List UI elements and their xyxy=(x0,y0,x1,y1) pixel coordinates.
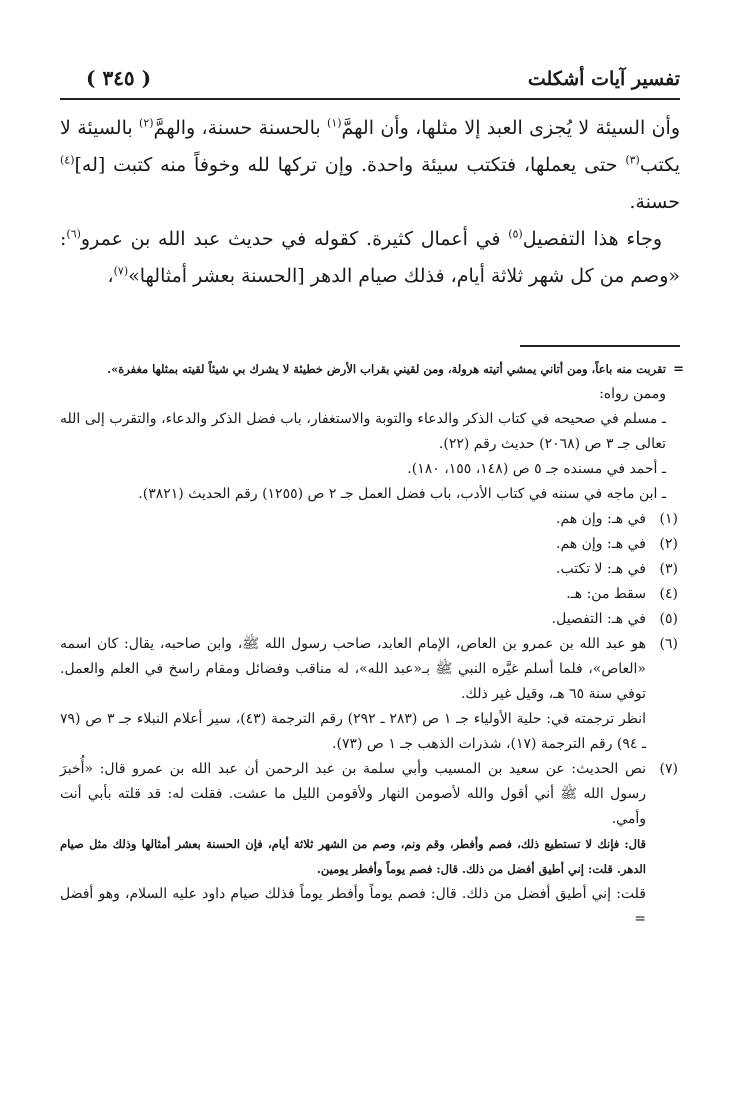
paragraph-1 xyxy=(60,110,680,221)
text-run: وأن السيئة لا يُجزى العبد إلا مثلها، وأن الهمَّ xyxy=(341,117,681,139)
source-line: وممن رواه: xyxy=(599,386,666,402)
page xyxy=(60,62,684,1062)
footnote-ref-6: (٦) xyxy=(66,227,81,241)
footnote-line: قلت: إني أطيق أفضل من ذلك. قال: فصم يوماً وأفطر يوماً فذلك صيام داود عليه السلام، وهو أفضل = xyxy=(60,886,646,927)
footnote-line: هو عبد الله بن عمرو بن العاص، الإمام العابد، صاحب رسول الله ﷺ، وابن صاحبه، يقال: كان اسمه «العاص»، فلما أسلم غيَّره النبي ﷺ بـ«عبد الله»، له مناقب وفضائل ومقام راسخ في العلم والعمل. توفي سنة ٦٥ هـ، وقيل غير ذلك. xyxy=(60,636,646,702)
text-run: حتى يعملها، فتكتب سيئة واحدة. وإن تركها لله وخوفاً منه كتبت [له] xyxy=(74,154,626,176)
footnote-number: (٢) xyxy=(659,536,678,552)
footnote-number: (٣) xyxy=(659,561,678,577)
footnote-ref-5: (٥) xyxy=(508,227,523,241)
page-header xyxy=(60,62,680,100)
footnote-number: (٥) xyxy=(659,611,678,627)
footnote-text xyxy=(60,757,646,932)
continuation-text: تقربت منه باعاً، ومن أتاني يمشي أتيته هرولة، ومن لقيني بقراب الأرض خطيئة لا يشرك بي شيئاً لقيته بمثلها مغفرة». xyxy=(107,362,666,376)
footnote-number: (٧) xyxy=(659,761,678,777)
footnote-number: (٦) xyxy=(659,636,678,652)
text-run: بالسيئة لا يكتب xyxy=(60,117,680,176)
footnote-separator xyxy=(520,345,680,347)
footnote-3 xyxy=(60,557,680,582)
footnote-text: سقط من: هـ. xyxy=(566,586,646,602)
source-line: ـ أحمد في مسنده جـ ٥ ص (١٤٨، ١٥٥، ١٨٠). xyxy=(407,461,666,477)
footnote-line: قال: فإنك لا تستطيع ذلك، فصم وأفطر، وقم ونم، وصم من الشهر ثلاثة أيام، فإن الحسنة بعشر أمثالها وذلك مثل صيام الدهر. قلت: إني أطيق أفضل من ذلك. قال: فصم يوماً وأفطر يومين. xyxy=(60,837,646,876)
footnote-number: (٤) xyxy=(659,586,678,602)
source-line: ـ ابن ماجه في سننه في كتاب الأدب، باب فضل العمل جـ ٢ ص (١٢٥٥) رقم الحديث (٣٨٢١). xyxy=(138,486,666,502)
source-line: ـ مسلم في صحيحه في كتاب الذكر والدعاء والتوبة والاستغفار، باب فضل الذكر والدعاء، والتقرب إلى الله تعالى جـ ٣ ص (٢٠٦٨) حديث رقم (٢٢). xyxy=(60,411,666,452)
footnote-7 xyxy=(60,757,680,932)
footnote-text: في هـ: لا تكتب. xyxy=(556,561,646,577)
footnote-number: (١) xyxy=(659,511,678,527)
text-run: وجاء هذا التفصيل xyxy=(522,228,662,250)
footnote-ref-1: (١) xyxy=(327,116,342,130)
footnote-ref-3: (٣) xyxy=(625,153,640,167)
footnote-ref-2: (٢) xyxy=(139,116,154,130)
main-text xyxy=(60,110,680,295)
footnote-ref-4: (٤) xyxy=(60,153,75,167)
footnotes xyxy=(60,357,684,932)
text-run: بالحسنة حسنة، والهمَّ xyxy=(153,117,328,139)
footnote-4 xyxy=(60,582,680,607)
footnote-continuation xyxy=(60,357,684,382)
footnote-5 xyxy=(60,607,680,632)
running-title: تفسير آيات أشكلت xyxy=(527,68,680,90)
page-number: ( ٣٤٥ ) xyxy=(86,66,152,90)
footnote-text: في هـ: التفصيل. xyxy=(551,611,646,627)
footnote-text: في هـ: وإن هم. xyxy=(556,511,646,527)
footnote-1 xyxy=(60,507,680,532)
text-run: ، xyxy=(107,265,114,287)
footnote-6 xyxy=(60,632,680,757)
text-run: في أعمال كثيرة. كقوله في حديث عبد الله بن عمرو xyxy=(80,228,509,250)
footnote-line: انظر ترجمته في: حلية الأولياء جـ ١ ص (٢٨٣ ـ ٢٩٢) رقم الترجمة (٤٣)، سير أعلام النبلاء جـ ٣ ص (٧٩ ـ ٩٤) رقم الترجمة (١٧)، شذرات الذهب جـ ١ ص (٧٣). xyxy=(60,711,646,752)
text-run: حسنة. xyxy=(629,191,680,213)
footnote-line: نص الحديث: عن سعيد بن المسيب وأبي سلمة بن عبد الرحمن أن عبد الله بن عمرو قال: «أُخبرَ رسول الله ﷺ أني أقول والله لأصومن النهار ولأقومن الليل ما عشت. فقلت له: قد قلته بأبي أنت وأمي. xyxy=(60,761,646,827)
continuation-marker: = xyxy=(673,362,684,377)
footnote-text xyxy=(60,632,646,757)
footnote-text: في هـ: وإن هم. xyxy=(556,536,646,552)
text-run: : «وصم من كل شهر ثلاثة أيام، فذلك صيام الدهر [الحسنة بعشر أمثالها» xyxy=(60,228,680,287)
footnote-2 xyxy=(60,532,680,557)
paragraph-2 xyxy=(60,221,680,295)
footnote-ref-7: (٧) xyxy=(113,264,129,278)
